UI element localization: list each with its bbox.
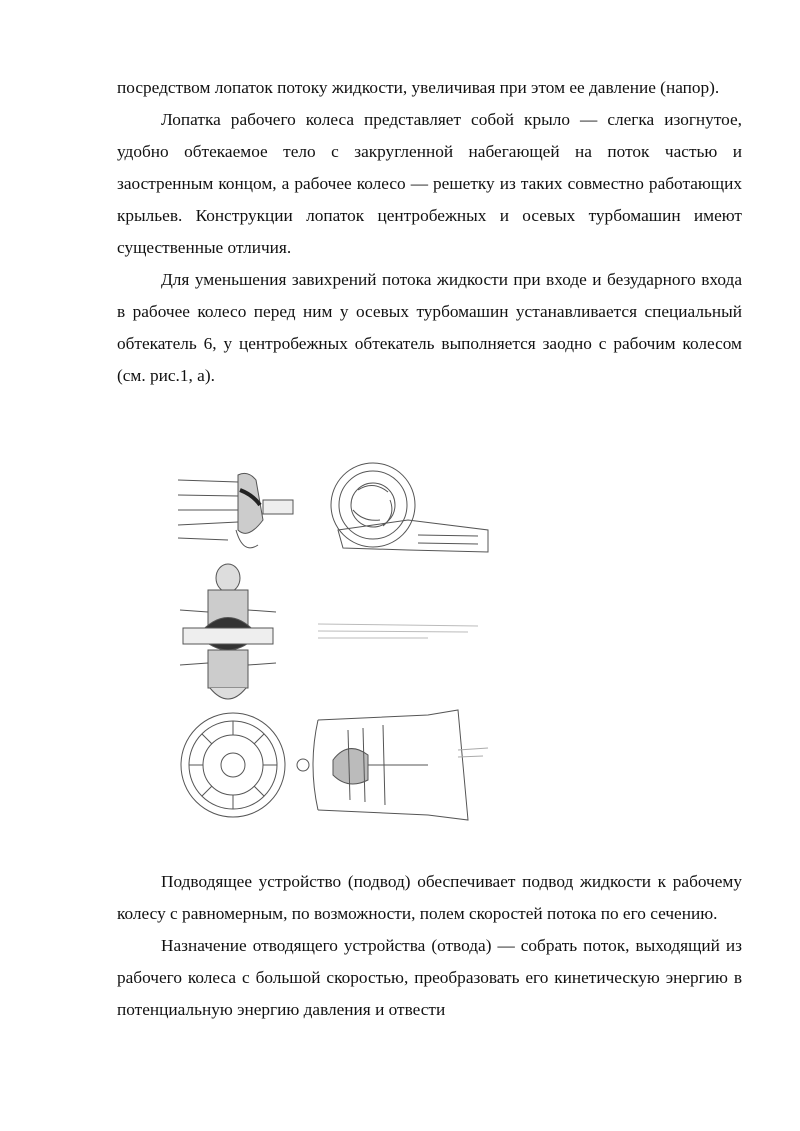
turbomachine-figure — [168, 460, 498, 832]
paragraph: посредством лопаток потоку жидкости, увеличивая при этом ее давление (напор). — [117, 78, 720, 97]
paragraph: Лопатка рабочего колеса представляет собой крыло — слегка изогнутое, удобно обтекаемое тело с закругленной набегающей на поток частью и заостренным концом, а рабочее колесо — решетку из таких совместно работающих крыльев. Конструкции лопаток центробежных и осевых турбомашин имеют существенные отличия. — [117, 110, 742, 257]
figure-caption-scribble — [318, 624, 478, 638]
text-block-bottom — [117, 866, 742, 1026]
paragraph: Подводящее устройство (подвод) обеспечивает подвод жидкости к рабочему колесу с равномерным, по возможности, полем скоростей потока по его сечению. — [117, 872, 742, 923]
volute-casing-drawing — [331, 463, 488, 552]
text-block-top — [117, 72, 742, 392]
centrifugal-pump-section-drawing — [178, 473, 293, 548]
paragraph: Для уменьшения завихрений потока жидкости при входе и безударного входа в рабочее колесо перед ним у осевых турбомашин устанавливается специальный обтекатель 6, у центробежных обтекатель выполняется заодно с рабочим колесом (см. рис.1, а). — [117, 270, 742, 385]
axial-wheel-front-view-drawing — [181, 713, 285, 817]
paragraph: Назначение отводящего устройства (отвода) — собрать поток, выходящий из рабочего колеса с большой скоростью, преобразовать его кинетическую энергию в потенциальную энергию давления и отвести — [117, 936, 742, 1019]
axial-machine-section-drawing — [297, 710, 488, 820]
double-suction-impeller-drawing — [180, 564, 276, 699]
